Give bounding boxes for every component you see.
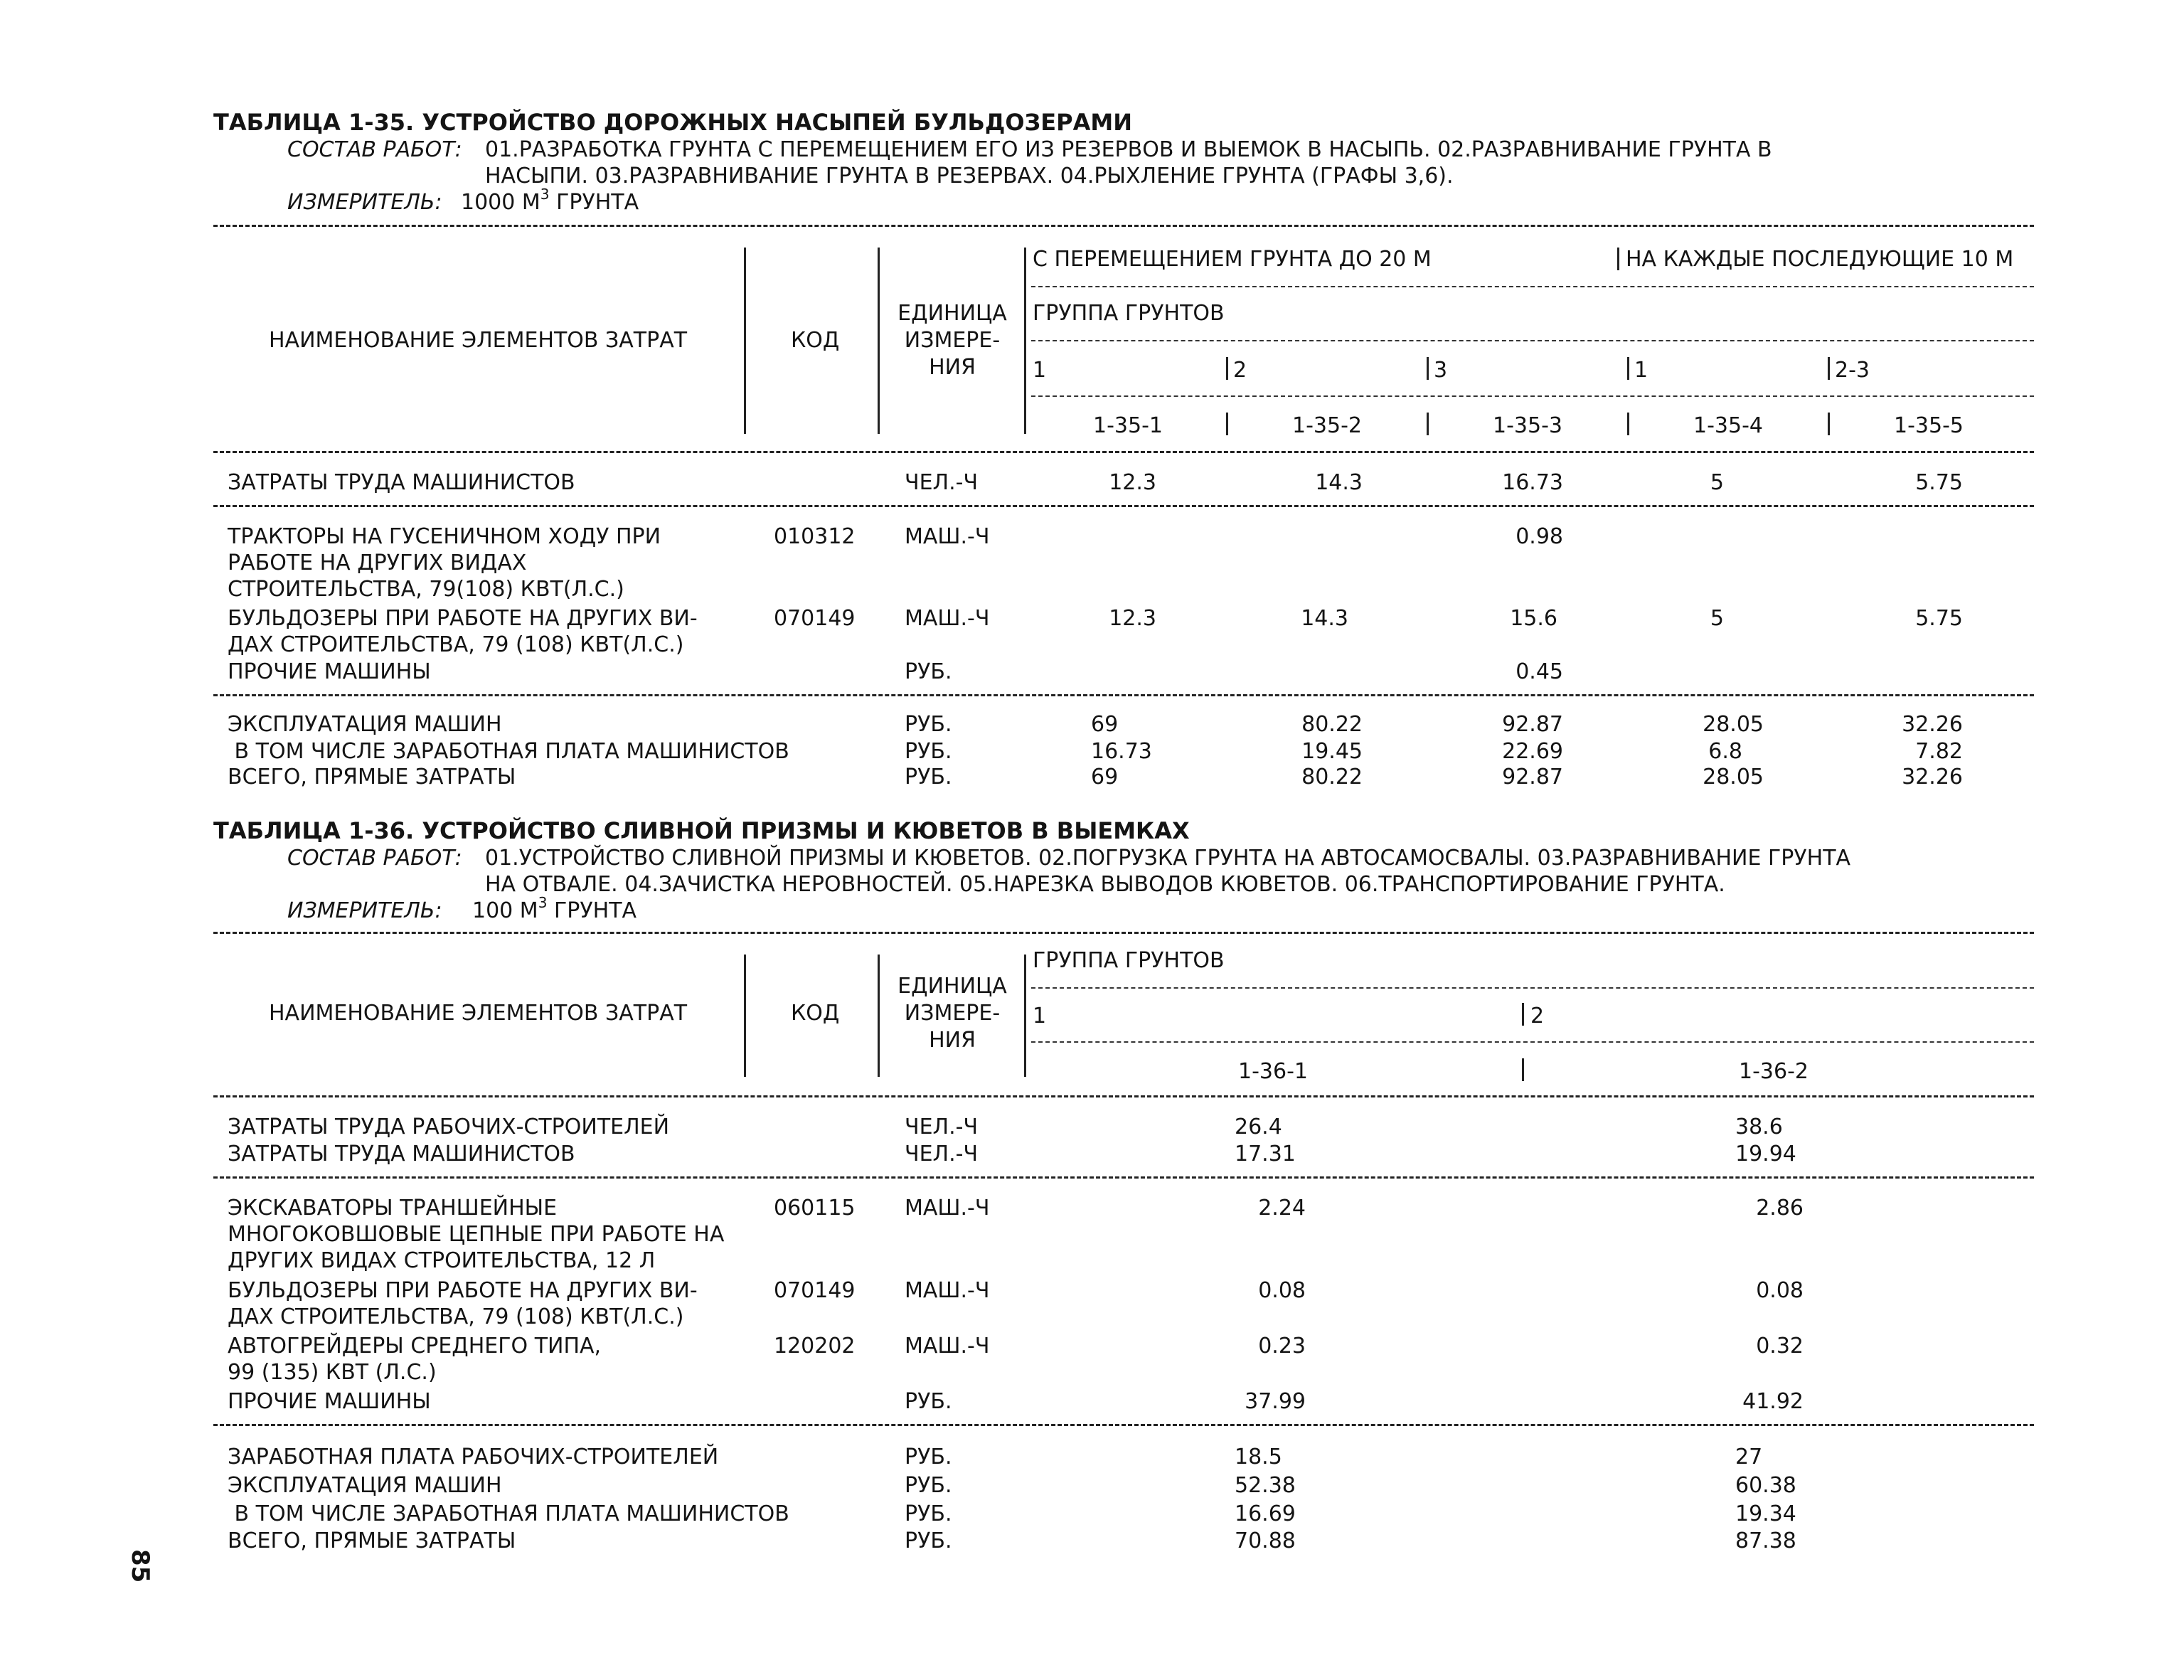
- table36-row-code: 060115: [774, 1196, 856, 1221]
- table36-row-name: БУЛЬДОЗЕРЫ ПРИ РАБОТЕ НА ДРУГИХ ВИ-: [228, 1278, 698, 1303]
- table35-row-name: СТРОИТЕЛЬСТВА, 79(108) КВТ(Л.С.): [228, 577, 624, 602]
- table36-row-unit: РУБ.: [905, 1445, 952, 1469]
- table35-soil-sep: [1427, 357, 1429, 380]
- table35-soil-4: 1: [1634, 358, 1648, 383]
- table35-vline-unit: [1024, 248, 1026, 434]
- table35-top-rule: [213, 225, 2034, 227]
- table36-head-unit-1: ЕДИНИЦА: [897, 974, 1007, 999]
- table35-meter-value: 1000 М: [461, 190, 540, 215]
- table36-soil-sep: [1522, 1003, 1524, 1026]
- table36-row-unit: ЧЕЛ.-Ч: [905, 1115, 979, 1139]
- table35-soil-sep: [1226, 357, 1228, 380]
- table35-row-name: БУЛЬДОЗЕРЫ ПРИ РАБОТЕ НА ДРУГИХ ВИ-: [228, 606, 698, 631]
- table35-head-unit-3: НИЯ: [929, 355, 976, 380]
- table35-cell: 5: [1710, 606, 1724, 631]
- table36-cell: 2.86: [1756, 1196, 1804, 1221]
- table35-vline-group: [1617, 248, 1619, 270]
- table36-soil-1: 1: [1033, 1004, 1047, 1028]
- table35-meter: [461, 186, 639, 215]
- table35-code-3: 1-35-3: [1493, 413, 1562, 438]
- table36-row-unit: РУБ.: [905, 1389, 952, 1414]
- table36-cell: 38.6: [1735, 1115, 1783, 1139]
- table35-meter-unit: ГРУНТА: [556, 190, 639, 215]
- table35-head-rule-2: [1031, 340, 2034, 341]
- table36-row-unit: РУБ.: [905, 1501, 952, 1526]
- table35-cell: 14.3: [1301, 606, 1348, 631]
- table36-row-name: ЭКСКАВАТОРЫ ТРАНШЕЙНЫЕ: [228, 1196, 558, 1221]
- table36-work-line1: 01.УСТРОЙСТВО СЛИВНОЙ ПРИЗМЫ И КЮВЕТОВ. 02.ПОГРУЗКА ГРУНТА НА АВТОСАМОСВАЛЫ. 03.РАЗРАВНИВАНИЕ ГРУНТА: [485, 846, 1851, 871]
- table36-row-name: ЗАТРАТЫ ТРУДА МАШИНИСТОВ: [228, 1142, 575, 1166]
- table36-vline-unit: [1024, 955, 1026, 1077]
- table35-group-b: НА КАЖДЫЕ ПОСЛЕДУЮЩИЕ 10 М: [1626, 247, 2014, 272]
- table35-cell: 80.22: [1301, 765, 1363, 790]
- table36-top-rule: [213, 932, 2034, 934]
- table36-cell: 26.4: [1235, 1115, 1282, 1139]
- table35-code-5: 1-35-5: [1894, 413, 1964, 438]
- table35-cell: 0.45: [1516, 659, 1563, 684]
- table35-cell: 69: [1091, 712, 1119, 737]
- table36-code-1: 1-36-1: [1238, 1059, 1308, 1084]
- table36-head-rule-2: [1031, 1041, 2034, 1043]
- table36-row-unit: МАШ.-Ч: [905, 1334, 990, 1359]
- table35-code-4: 1-35-4: [1693, 413, 1763, 438]
- table36-head-rule-1: [1031, 987, 2034, 989]
- table35-cell: 69: [1091, 765, 1119, 790]
- table36-head-code: КОД: [791, 1001, 840, 1026]
- table36-cell: 16.69: [1235, 1501, 1296, 1526]
- table35-cell: 19.45: [1301, 739, 1363, 764]
- table36-cell: 37.99: [1245, 1389, 1306, 1414]
- table36-title: ТАБЛИЦА 1-36. УСТРОЙСТВО СЛИВНОЙ ПРИЗМЫ И КЮВЕТОВ В ВЫЕМКАХ: [213, 817, 1190, 844]
- table35-head-code: КОД: [791, 328, 840, 353]
- table36-cell: 0.32: [1756, 1334, 1804, 1359]
- table35-soil-5: 2-3: [1835, 358, 1870, 383]
- table36-row-name: АВТОГРЕЙДЕРЫ СРЕДНЕГО ТИПА,: [228, 1334, 602, 1359]
- table35-cell: 5: [1710, 470, 1724, 495]
- table35-head-name: НАИМЕНОВАНИЕ ЭЛЕМЕНТОВ ЗАТРАТ: [269, 328, 688, 353]
- table36-section-rule: [213, 1424, 2034, 1426]
- table35-cell: 92.87: [1502, 712, 1563, 737]
- table36-meter-sup: 3: [538, 894, 548, 911]
- table36-cell: 27: [1735, 1445, 1763, 1469]
- table36-cell: 87.38: [1735, 1529, 1796, 1553]
- table36-cell: 70.88: [1235, 1529, 1296, 1553]
- table36-code-sep: [1522, 1058, 1524, 1081]
- table35-cell: 80.22: [1301, 712, 1363, 737]
- table35-soil-1: 1: [1033, 358, 1047, 383]
- table35-soil-3: 3: [1434, 358, 1448, 383]
- table36-row-name: ЗАТРАТЫ ТРУДА РАБОЧИХ-СТРОИТЕЛЕЙ: [228, 1115, 670, 1139]
- table35-row-unit: ЧЕЛ.-Ч: [905, 470, 979, 495]
- table36-work-label: СОСТАВ РАБОТ:: [287, 846, 462, 871]
- table35-code-1: 1-35-1: [1093, 413, 1163, 438]
- table36-cell: 52.38: [1235, 1473, 1296, 1498]
- table35-work-label: СОСТАВ РАБОТ:: [287, 137, 462, 162]
- table35-section-rule: [213, 694, 2034, 696]
- table35-code-sep: [1427, 413, 1429, 435]
- table35-soil-sep: [1828, 357, 1830, 380]
- table35-code-sep: [1226, 413, 1228, 435]
- table36-row-name: ДРУГИХ ВИДАХ СТРОИТЕЛЬСТВА, 12 Л: [228, 1248, 656, 1273]
- table36-cell: 0.23: [1258, 1334, 1306, 1359]
- table35-soil-sep: [1627, 357, 1629, 380]
- table35-vline-name: [744, 248, 746, 434]
- table35-cell: 12.3: [1109, 470, 1156, 495]
- table36-cell: 0.08: [1258, 1278, 1306, 1303]
- table35-row-unit: РУБ.: [905, 659, 952, 684]
- table35-cell: 28.05: [1703, 765, 1764, 790]
- table35-row-name: В ТОМ ЧИСЛЕ ЗАРАБОТНАЯ ПЛАТА МАШИНИСТОВ: [228, 739, 789, 764]
- table36-row-name: ПРОЧИЕ МАШИНЫ: [228, 1389, 431, 1414]
- table35-row-name: ТРАКТОРЫ НА ГУСЕНИЧНОМ ХОДУ ПРИ: [228, 524, 661, 549]
- table35-cell: 15.6: [1510, 606, 1557, 631]
- table36-vline-code: [878, 955, 880, 1077]
- table35-group-a: С ПЕРЕМЕЩЕНИЕМ ГРУНТА ДО 20 М: [1033, 247, 1432, 272]
- table36-code-2: 1-36-2: [1739, 1059, 1809, 1084]
- table36-row-unit: МАШ.-Ч: [905, 1278, 990, 1303]
- table35-soil-2: 2: [1233, 358, 1247, 383]
- table36-meter: [472, 894, 637, 923]
- table35-row-name: РАБОТЕ НА ДРУГИХ ВИДАХ: [228, 551, 527, 575]
- table36-section-rule: [213, 1176, 2034, 1179]
- table35-header-bottom-rule: [213, 451, 2034, 453]
- table36-row-unit: ЧЕЛ.-Ч: [905, 1142, 979, 1166]
- table36-soil-groups: ГРУППА ГРУНТОВ: [1033, 948, 1225, 973]
- table36-row-name: ЭКСПЛУАТАЦИЯ МАШИН: [228, 1473, 502, 1498]
- table36-cell: 17.31: [1235, 1142, 1296, 1166]
- table36-row-unit: МАШ.-Ч: [905, 1196, 990, 1221]
- table35-code-2: 1-35-2: [1292, 413, 1362, 438]
- table35-row-unit: РУБ.: [905, 765, 952, 790]
- table35-cell: 32.26: [1902, 712, 1963, 737]
- table35-head-unit-1: ЕДИНИЦА: [897, 301, 1007, 326]
- table36-head-name: НАИМЕНОВАНИЕ ЭЛЕМЕНТОВ ЗАТРАТ: [269, 1001, 688, 1026]
- table36-row-name: В ТОМ ЧИСЛЕ ЗАРАБОТНАЯ ПЛАТА МАШИНИСТОВ: [228, 1501, 789, 1526]
- table35-cell: 22.69: [1502, 739, 1563, 764]
- table35-cell: 16.73: [1091, 739, 1152, 764]
- table35-cell: 16.73: [1502, 470, 1563, 495]
- table36-row-code: 120202: [774, 1334, 856, 1359]
- table36-meter-unit: ГРУНТА: [553, 898, 637, 923]
- table36-meter-value: 100 М: [472, 898, 538, 923]
- table35-row-code: 070149: [774, 606, 856, 631]
- table35-work-line1: 01.РАЗРАБОТКА ГРУНТА С ПЕРЕМЕЩЕНИЕМ ЕГО ИЗ РЕЗЕРВОВ И ВЫЕМОК В НАСЫПЬ. 02.РАЗРАВНИВАНИЕ ГРУНТА В: [485, 137, 1772, 162]
- table36-soil-2: 2: [1530, 1004, 1545, 1028]
- table35-row-name: ЭКСПЛУАТАЦИЯ МАШИН: [228, 712, 502, 737]
- table36-cell: 60.38: [1735, 1473, 1796, 1498]
- table35-row-name: ДАХ СТРОИТЕЛЬСТВА, 79 (108) КВТ(Л.С.): [228, 632, 684, 657]
- table36-header-bottom-rule: [213, 1095, 2034, 1097]
- table35-section-rule: [213, 505, 2034, 507]
- page-number: 85: [126, 1549, 154, 1583]
- table35-cell: 5.75: [1915, 470, 1963, 495]
- table35-row-unit: РУБ.: [905, 739, 952, 764]
- table36-cell: 18.5: [1235, 1445, 1282, 1469]
- table36-row-code: 070149: [774, 1278, 856, 1303]
- table36-head-unit-3: НИЯ: [929, 1028, 976, 1053]
- table35-row-unit: МАШ.-Ч: [905, 524, 990, 549]
- table35-head-rule-1: [1031, 286, 2034, 287]
- table35-code-sep: [1627, 413, 1629, 435]
- table35-head-unit-2: ИЗМЕРЕ-: [904, 328, 1001, 353]
- table36-row-name: ВСЕГО, ПРЯМЫЕ ЗАТРАТЫ: [228, 1529, 516, 1553]
- table35-cell: 12.3: [1109, 606, 1156, 631]
- table35-cell: 32.26: [1902, 765, 1963, 790]
- table36-cell: 0.08: [1756, 1278, 1804, 1303]
- table35-cell: 5.75: [1915, 606, 1963, 631]
- table35-title: ТАБЛИЦА 1-35. УСТРОЙСТВО ДОРОЖНЫХ НАСЫПЕЙ БУЛЬДОЗЕРАМИ: [213, 109, 1132, 136]
- table36-row-name: ЗАРАБОТНАЯ ПЛАТА РАБОЧИХ-СТРОИТЕЛЕЙ: [228, 1445, 719, 1469]
- table36-row-name: 99 (135) КВТ (Л.С.): [228, 1360, 437, 1385]
- table36-work-line2: НА ОТВАЛЕ. 04.ЗАЧИСТКА НЕРОВНОСТЕЙ. 05.НАРЕЗКА ВЫВОДОВ КЮВЕТОВ. 06.ТРАНСПОРТИРОВАНИЕ ГРУНТА.: [485, 872, 1725, 897]
- table36-row-name: МНОГОКОВШОВЫЕ ЦЕПНЫЕ ПРИ РАБОТЕ НА: [228, 1222, 725, 1247]
- table35-cell: 92.87: [1502, 765, 1563, 790]
- table35-cell: 14.3: [1315, 470, 1363, 495]
- table35-row-name: ПРОЧИЕ МАШИНЫ: [228, 659, 431, 684]
- table35-code-sep: [1828, 413, 1830, 435]
- table36-row-unit: РУБ.: [905, 1529, 952, 1553]
- table36-head-unit-2: ИЗМЕРЕ-: [904, 1001, 1001, 1026]
- table36-row-name: ДАХ СТРОИТЕЛЬСТВА, 79 (108) КВТ(Л.С.): [228, 1304, 684, 1329]
- table35-row-unit: МАШ.-Ч: [905, 606, 990, 631]
- table36-cell: 2.24: [1258, 1196, 1306, 1221]
- table35-row-unit: РУБ.: [905, 712, 952, 737]
- table35-cell: 28.05: [1703, 712, 1764, 737]
- table36-row-unit: РУБ.: [905, 1473, 952, 1498]
- table35-head-rule-3: [1031, 395, 2034, 397]
- table35-meter-label: ИЗМЕРИТЕЛЬ:: [287, 190, 442, 215]
- table35-cell: 7.82: [1915, 739, 1963, 764]
- table35-cell: 6.8: [1708, 739, 1742, 764]
- table36-vline-name: [744, 955, 746, 1077]
- table35-row-name: ВСЕГО, ПРЯМЫЕ ЗАТРАТЫ: [228, 765, 516, 790]
- table36-meter-label: ИЗМЕРИТЕЛЬ:: [287, 898, 442, 923]
- table36-cell: 19.94: [1735, 1142, 1796, 1166]
- table35-row-name: ЗАТРАТЫ ТРУДА МАШИНИСТОВ: [228, 470, 575, 495]
- table35-cell: 0.98: [1516, 524, 1563, 549]
- table36-cell: 19.34: [1735, 1501, 1796, 1526]
- table35-vline-code: [878, 248, 880, 434]
- table35-meter-sup: 3: [540, 186, 550, 203]
- table35-soil-groups: ГРУППА ГРУНТОВ: [1033, 301, 1225, 326]
- table35-work-line2: НАСЫПИ. 03.РАЗРАВНИВАНИЕ ГРУНТА В РЕЗЕРВАХ. 04.РЫХЛЕНИЕ ГРУНТА (ГРАФЫ 3,6).: [485, 164, 1454, 188]
- table36-cell: 41.92: [1742, 1389, 1804, 1414]
- table35-row-code: 010312: [774, 524, 856, 549]
